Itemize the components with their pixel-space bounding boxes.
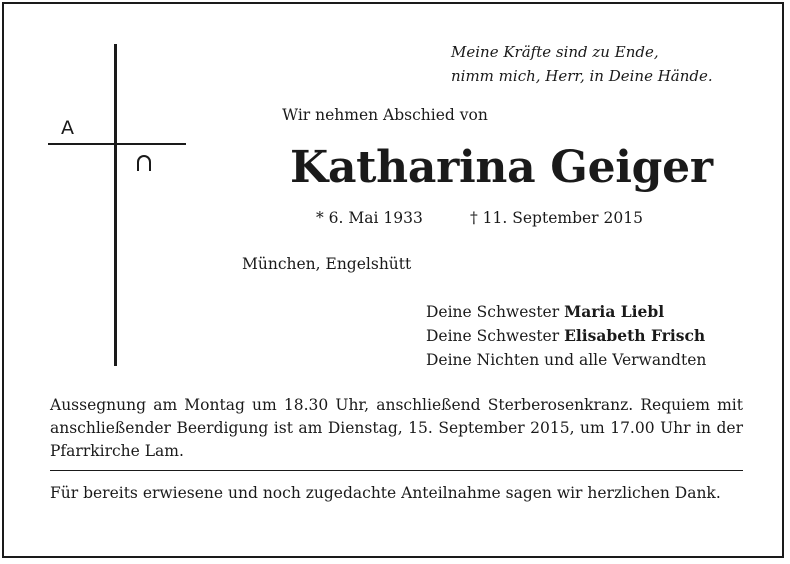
death-date: † 11. September 2015 (470, 209, 643, 227)
mourner-line (426, 324, 706, 348)
thanks-text: Für bereits erwiesene und noch zugedachte Anteilnahme sagen wir herzlichen Dank. (50, 484, 721, 502)
mourner-relation: Deine Schwester (426, 303, 565, 321)
mourner-line (426, 300, 706, 324)
mourner-name: Maria Liebl (564, 302, 665, 321)
place: München, Engelshütt (242, 255, 412, 273)
quote-line-1: Meine Kräfte sind zu Ende, (451, 43, 659, 61)
mourner-relation: Deine Nichten und alle Verwandten (426, 351, 707, 369)
mourner-relation: Deine Schwester (426, 327, 565, 345)
funeral-details: Aussegnung am Montag um 18.30 Uhr, anschließend Sterberosenkranz. Requiem mit anschließender Beerdigung ist am Dienstag, 15. September 2015, um 17.00 Uhr in der Pfarrkirche Lam. (50, 396, 743, 460)
alpha-symbol-icon: A (61, 117, 74, 139)
quote (451, 40, 713, 88)
intro-text (0, 106, 790, 124)
omega-symbol-icon (137, 155, 151, 171)
cross-vertical-beam (114, 44, 117, 366)
intro-label: Wir nehmen Abschied von (282, 106, 488, 124)
birth-date: * 6. Mai 1933 (316, 209, 423, 227)
mourners-list (426, 300, 706, 372)
divider (50, 470, 743, 471)
quote-line-2: nimm mich, Herr, in Deine Hände. (451, 67, 713, 85)
mourner-line (426, 348, 706, 372)
deceased-name: Katharina Geiger (290, 142, 713, 193)
cross-horizontal-beam (48, 143, 186, 145)
mourner-name: Elisabeth Frisch (564, 326, 706, 345)
